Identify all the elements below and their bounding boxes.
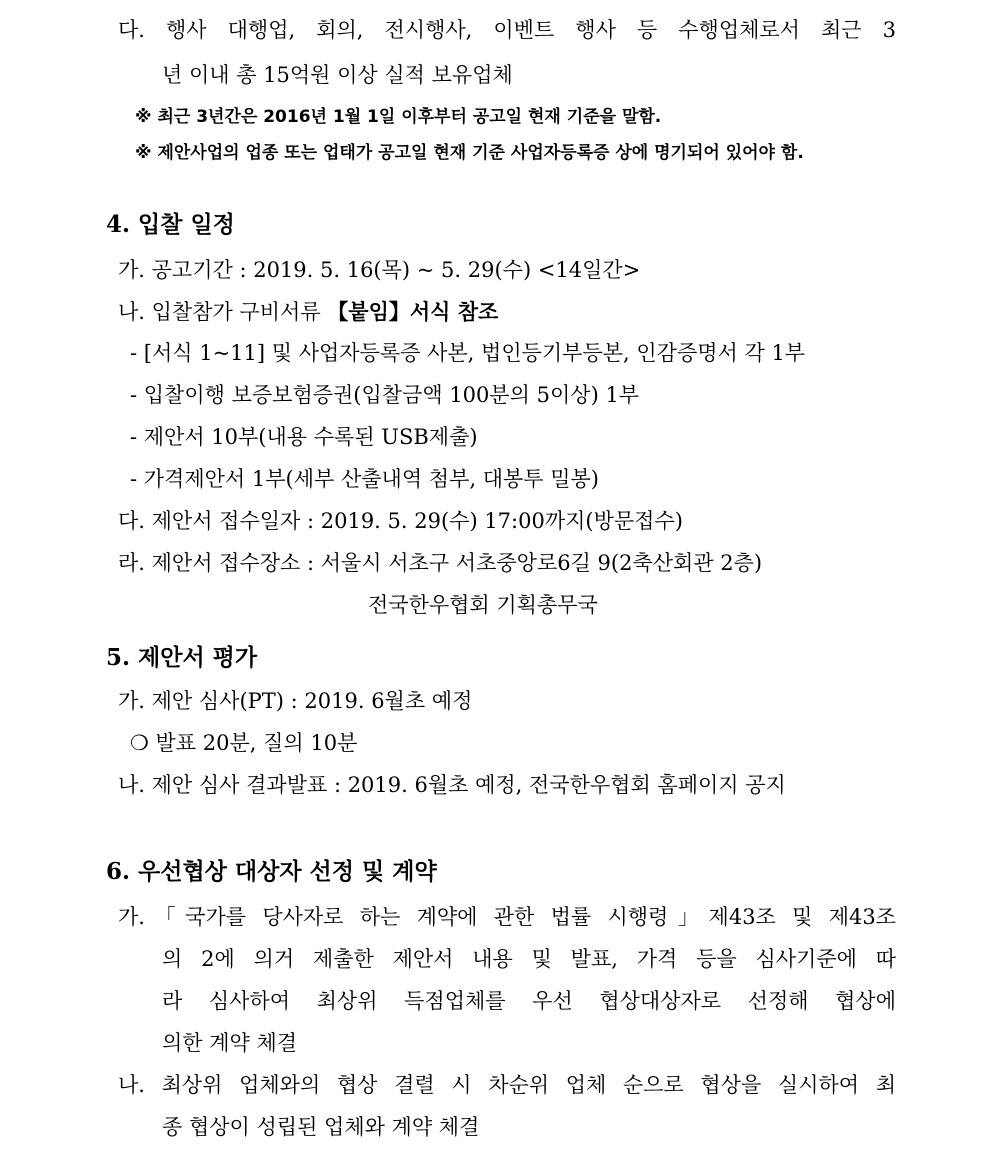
section-6-ga-line: 의 2에 의거 제출한 제안서 내용 및 발표, 가격 등을 심사기준에 따 [162,947,896,971]
section-4-na [118,301,498,323]
item-da-line2: 년 이내 총 15억원 이상 실적 보유업체 [162,63,513,87]
section-4-na-bold: 【붙임】서식 참조 [327,299,499,324]
doc-list-item: - [서식 1~11] 및 사업자등록증 사본, 법인등기부등본, 인감증명서 각 1부 [130,341,806,365]
doc-list-item: - 입찰이행 보증보험증권(입찰금액 100분의 5이상) 1부 [130,383,640,407]
doc-list-item: - 제안서 10부(내용 수록된 USB제출) [130,425,478,449]
section-5-na: 나. 제안 심사 결과발표 : 2019. 6월초 예정, 전국한우협회 홈페이지 공지 [118,773,786,797]
section-6-title: 6. 우선협상 대상자 선정 및 계약 [106,858,437,885]
section-4-na-prefix: 나. 입찰참가 구비서류 [118,300,328,324]
section-6-na-line: 종 협상이 성립된 업체와 계약 체결 [162,1115,480,1139]
item-da-line1: 다. 행사 대행업, 회의, 전시행사, 이벤트 행사 등 수행업체로서 최근 3 [118,18,896,42]
section-6-na-line: 나. 최상위 업체와의 협상 결렬 시 차순위 업체 순으로 협상을 실시하여 최 [118,1073,896,1097]
section-5-title: 5. 제안서 평가 [106,644,258,671]
section-5-ga: 가. 제안 심사(PT) : 2019. 6월초 예정 [118,689,473,713]
note-business-registration: ※ 제안사업의 업종 또는 업태가 공고일 현재 기준 사업자등록증 상에 명기되어 있어야 함. [135,143,804,163]
section-4-ga: 가. 공고기간 : 2019. 5. 16(목) ~ 5. 29(수) <14일간> [118,258,641,282]
section-4-ra: 라. 제안서 접수장소 : 서울시 서초구 서초중앙로6길 9(2축산회관 2층) [118,551,763,575]
doc-list-item: - 가격제안서 1부(세부 산출내역 첨부, 대봉투 밀봉) [130,467,600,491]
section-4-da: 다. 제안서 접수일자 : 2019. 5. 29(수) 17:00까지(방문접수) [118,509,683,533]
section-5-sub-item: ❍ 발표 20분, 질의 10분 [130,731,358,755]
note-recent-3-years: ※ 최근 3년간은 2016년 1월 1일 이후부터 공고일 현재 기준을 말함. [135,107,662,127]
section-6-ga-line: 가.「국가를 당사자로 하는 계약에 관한 법률 시행령」제43조 및 제43조 [118,905,896,929]
section-4-ra-continued: 전국한우협회 기획총무국 [368,593,598,617]
section-6-ga-line: 의한 계약 체결 [162,1031,298,1055]
section-4-title: 4. 입찰 일정 [106,211,235,238]
section-6-ga-line: 라 심사하여 최상위 득점업체를 우선 협상대상자로 선정해 협상에 [162,989,896,1013]
